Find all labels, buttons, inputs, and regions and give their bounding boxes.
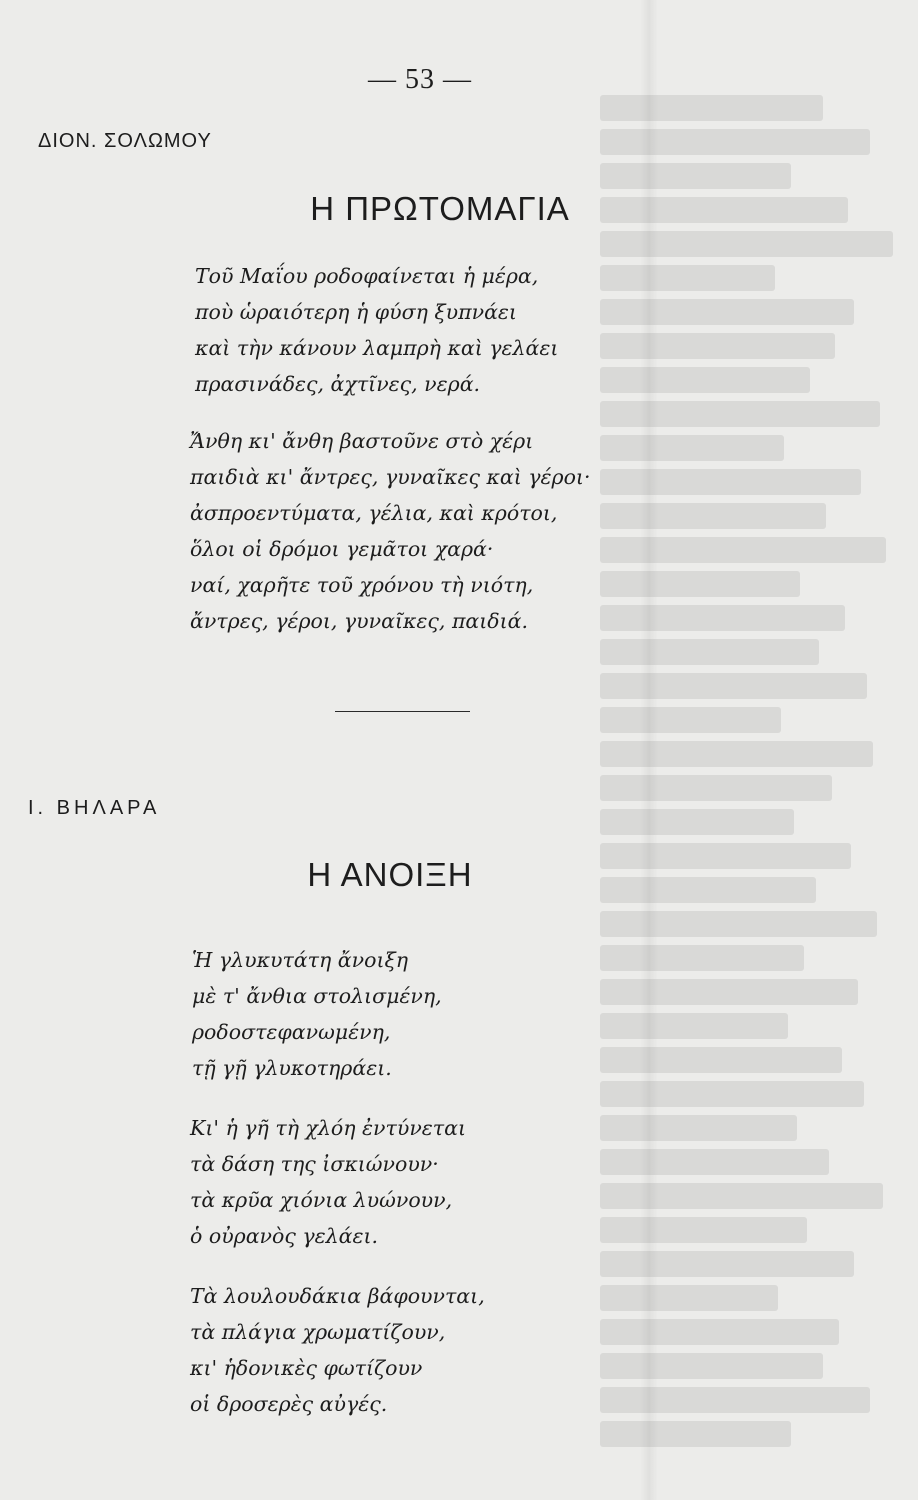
poem-line: ροδοστεφανωμένη,	[192, 1020, 391, 1044]
poem-line: ναί, χαρῆτε τοῦ χρόνου τὴ νιότη,	[190, 573, 534, 597]
poem-line: ὅλοι οἱ δρόμοι γεμᾶτοι χαρά·	[190, 537, 494, 561]
poem-line: ποὺ ὡραιότερη ἡ φύση ξυπνάει	[195, 300, 517, 324]
poem-line: πρασινάδες, ἀχτῖνες, νερά.	[195, 372, 481, 396]
poem-line: ἄντρες, γέροι, γυναῖκες, παιδιά.	[190, 609, 529, 633]
poem-line: Κι' ἡ γῆ τὴ χλόη ἐντύνεται	[190, 1116, 466, 1140]
poem1-title: Η ΠΡΩΤΟΜΑΓΙΑ	[310, 190, 570, 227]
poem2-author: Ι. ΒΗΛΑΡΑ	[28, 797, 161, 819]
poem-line: τὰ κρῦα χιόνια λυώνουν,	[190, 1188, 453, 1212]
poem-line: τὰ πλάγια χρωματίζουν,	[190, 1320, 446, 1344]
poem-line: Ἄνθη κι' ἄνθη βαστοῦνε στὸ χέρι	[190, 429, 534, 453]
poem1-stanza	[195, 258, 558, 402]
poem-line: καὶ τὴν κάνουν λαμπρὴ καὶ γελάει	[195, 336, 559, 360]
poem-line: Τοῦ Μαΐου ροδοφαίνεται ἡ μέρα,	[195, 264, 539, 288]
poem-line: τῇ γῇ γλυκοτηράει.	[192, 1056, 392, 1080]
poem1-stanza	[190, 423, 590, 639]
poem-line: μὲ τ' ἄνθια στολισμένη,	[192, 984, 442, 1008]
page-number: — 53 —	[368, 64, 472, 95]
poem-line: παιδιὰ κι' ἄντρες, γυναῖκες καὶ γέροι·	[190, 465, 591, 489]
poem-line: Ἡ γλυκυτάτη ἄνοιξη	[192, 948, 409, 972]
poem2-stanza	[190, 1278, 485, 1422]
poem2-title: Η ΑΝΟΙΞΗ	[307, 856, 473, 893]
poem-line: κι' ἡδονικὲς φωτίζουν	[190, 1356, 423, 1380]
poem-line: ὁ οὐρανὸς γελάει.	[190, 1224, 379, 1248]
poem2-stanza	[190, 1110, 466, 1254]
poem-line: οἱ δροσερὲς αὐγές.	[190, 1392, 388, 1416]
poem2-stanza	[192, 942, 442, 1086]
section-divider	[335, 711, 470, 712]
poem-line: ἀσπροεντύματα, γέλια, καὶ κρότοι,	[190, 501, 558, 525]
poem-line: τὰ δάση της ἰσκιώνουν·	[190, 1152, 439, 1176]
poem1-author: ΔΙΟΝ. ΣΟΛΩΜΟΥ	[38, 130, 212, 152]
poem-line: Τὰ λουλουδάκια βάφουνται,	[190, 1284, 485, 1308]
